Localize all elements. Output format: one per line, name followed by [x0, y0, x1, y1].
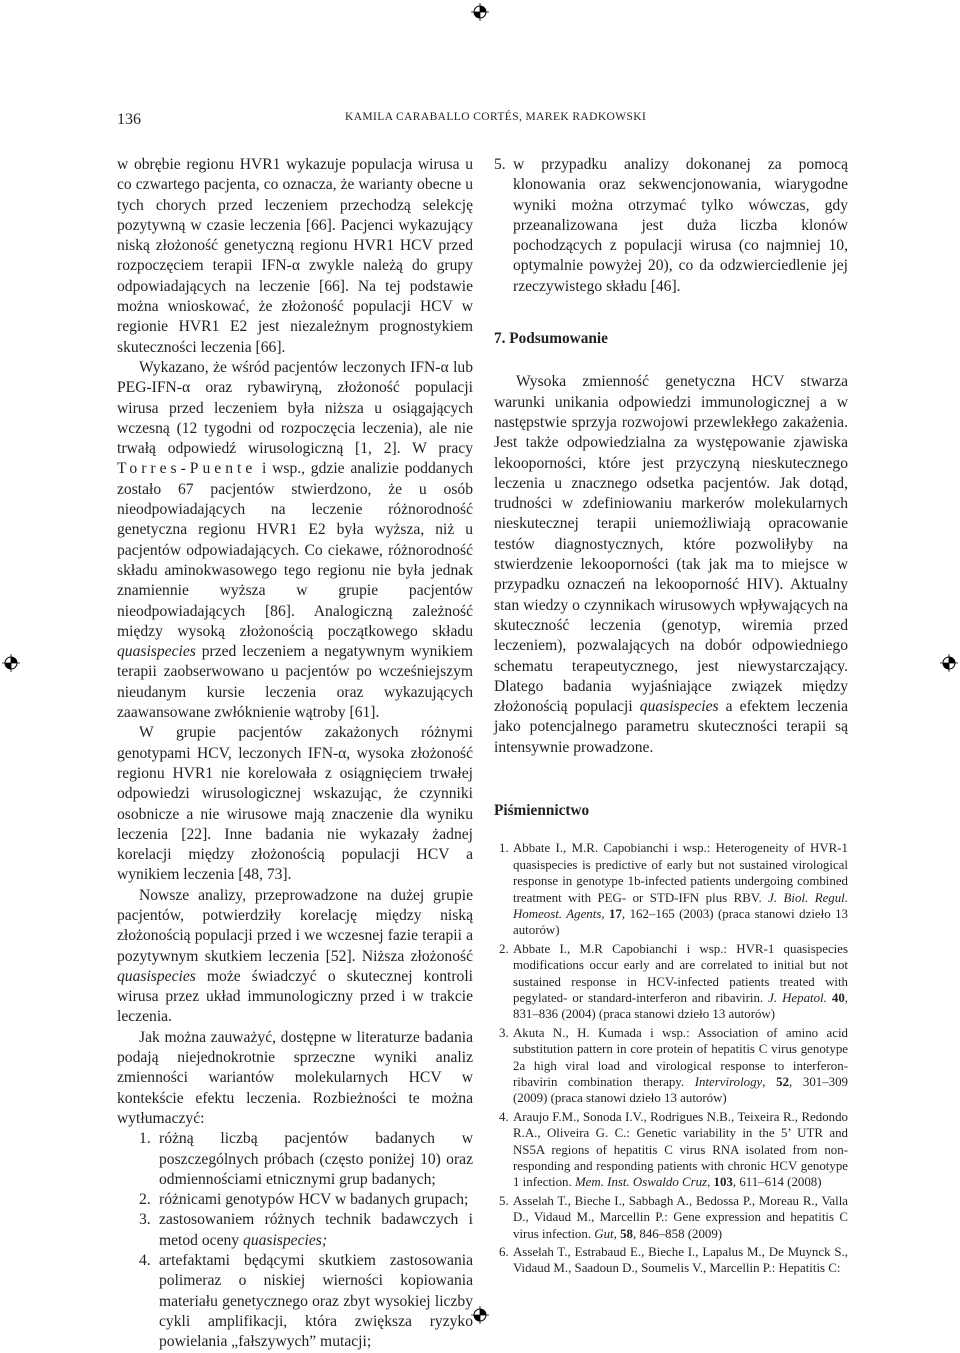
- reference-separator: ,: [707, 1175, 714, 1190]
- reference-separator: ,: [613, 1226, 621, 1241]
- section-heading: 7. Podsumowanie: [494, 330, 608, 348]
- left-column: [117, 155, 473, 1353]
- volume-number: 58: [620, 1226, 633, 1241]
- numbered-list: [117, 1129, 473, 1352]
- bibliography-heading: Piśmiennictwo: [494, 802, 590, 820]
- reference-text: Asselah T., Estrabaud E., Bieche I., Lapalus M., De Muynck S., Vidaud M., Saadoun D., Soumelis V., Marcellin P.: Hepatitis C:: [513, 1245, 848, 1276]
- reference-number: 5.: [499, 1193, 509, 1208]
- text-run: Wykazano, że wśród pacjentów leczonych IFN-α lub PEG-IFN-α oraz rybawiryną, złożoność populacji wirusa przed leczeniem była niższa u osiągających wczesną (12 tygodni od rozpoczęcia leczenia), ale nie trwałą odpowiedź wirusologiczną [1, 2]. W pracy: [117, 358, 473, 458]
- paragraph: [117, 886, 473, 1028]
- reference-item: [494, 941, 848, 1023]
- reference-text: , 611–614 (2008): [732, 1175, 822, 1190]
- text-run: może świadczyć o skutecznej kontroli wirusa przez układ immunologiczny przed i w trakcie leczenia.: [117, 967, 473, 1026]
- reference-text: , 301–309 (2009) (praca stanowi dzieło 13 autorów): [513, 1075, 848, 1106]
- reference-separator: ,: [762, 1075, 777, 1089]
- paragraph: [494, 372, 848, 758]
- list-item: [117, 1251, 473, 1352]
- paragraph: [117, 358, 473, 723]
- paragraph: Jak można zauważyć, dostępne w literaturze badania podają niejednokrotnie sprzeczne wyniki analiz zmienności wariantów molekularnych HCV w kontekście efektu leczenia. Rozbieżności te można wytłumaczyć:: [117, 1028, 473, 1127]
- text-run: a efektem leczenia jako potencjalnego parametru skuteczności terapii są intensywnie prowadzone.: [494, 698, 848, 756]
- journal-title: J. Biol. Regul. Homeost. Agents: [513, 890, 848, 921]
- list-text: zastosowaniem różnych technik badawczych i metod oceny: [159, 1211, 473, 1249]
- reference-text: Akuta N., H. Kumada i wsp.: Association of amino acid substitution pattern in core protein of hepatitis C virus genotype 2a high viral load and virological response to interferon-ribavirin combination therapy.: [513, 1025, 848, 1089]
- list-item: [117, 1190, 473, 1210]
- reference-number: 3.: [499, 1025, 509, 1040]
- volume-number: 103: [713, 1175, 733, 1190]
- running-head: KAMILA CARABALLO CORTÉS, MAREK RADKOWSKI: [345, 111, 647, 123]
- journal-title: J. Hepatol.: [768, 990, 827, 1005]
- reference-list: [494, 840, 848, 1277]
- journal-title: Intervirology: [694, 1075, 763, 1089]
- reference-number: 6.: [499, 1245, 509, 1260]
- list-item: [117, 1129, 473, 1190]
- list-number: 5.: [494, 156, 506, 173]
- paragraph: w obrębie regionu HVR1 wykazuje populacja wirusa u co czwartego pacjenta, co oznacza, że warianty obecne u tych chorych przed leczeniem przechodzą selekcję pozytywną w czasie leczenia [66]. Pacjenci wykazujący niską złożoność genetyczną regionu HVR1 HCV przed rozpoczęciem terapii IFN-α zwykle należą do grupy odpowiadających na leczenie [66]. Na tej podstawie można wnioskować, że złożoność populacji HCV w regionie HVR1 E2 jest niezależnym prognostykiem skuteczności leczenia [66].: [117, 156, 473, 356]
- reference-text: Abbate I., M.R Capobianchi i wsp.: HVR-1 quasispecies modifications occur early and are correlated to initial but not sustained response in HCV-infected patients treated with pegylated- or standard-interferon and ribavirin.: [513, 941, 848, 1005]
- reference-number: 4.: [499, 1109, 509, 1124]
- reference-text: Abbate I., M.R. Capobianchi i wsp.: Heterogeneity of HVR-1 quasispecies is predictive of early but not sustained virological response in genotype 1b-infected patients undergoing combined treatment with PEG- or STD-IFN plus RBV.: [513, 841, 848, 905]
- author-name: Torres-Puente: [117, 460, 257, 478]
- reference-text: Asselah T., Bieche I., Sabbagh A., Bedossa P., Moreau R., Valla D., Vidaud M., Marcellin P.: Gene expression and hepatitis C virus infection.: [513, 1193, 848, 1241]
- right-column: [494, 155, 848, 1279]
- page-number: 136: [117, 111, 141, 128]
- list-text: różnicami genotypów HCV w badanych grupach;: [159, 1191, 469, 1209]
- list-number: 3.: [139, 1211, 151, 1229]
- reference-number: 1.: [499, 841, 509, 856]
- reference-item: [494, 1109, 848, 1191]
- text-run: Nowsze analizy, przeprowadzone na dużej grupie pacjentów, potwierdziły korelację między niską złożonością populacji przed i we wczesnej fazie terapii a pozytywnym skutkiem leczenia [52]. Niższa złożoność: [117, 886, 473, 965]
- list-text: różną liczbą pacjentów badanych w poszczególnych próbach (często poniżej 10) oraz odmiennościami etnicznymi grup badanych;: [159, 1130, 473, 1188]
- text-run: przed leczeniem a negatywnym wynikiem terapii zaobserwowano u pacjentów po wcześniejszym nieudanym kursie leczenia oraz wykazujących zaawansowane zwłóknienie wątroby [61].: [117, 643, 473, 722]
- registration-mark-icon: [471, 1306, 489, 1324]
- list-item: [117, 1210, 473, 1251]
- journal-title: Gut: [594, 1226, 614, 1241]
- reference-text: , 162–165 (2003) (praca stanowi dzieło 13 autorów): [513, 906, 848, 938]
- reference-text: Araujo F.M., Sonoda I.V., Rodrigues N.B., Teixeira R., Redondo R.A., Oliveira G. C.: Genetic variability in the 5’ UTR and NS5A regions of hepatitis C virus RNA isolated from non-responding and responding patients with chronic HCV genotype 1 infection.: [513, 1109, 848, 1190]
- text-run: Wysoka zmienność genetyczna HCV stwarza warunki unikania odpowiedzi immunologicznej a w następstwie sprzyja rozwojowi przewlekłego zakażenia. Jest także odpowiedzialna za występowanie zjawiska lekooporności, które jest przyczyną nieskutecznego leczenia u znacznego odsetka pacjentów. Jak dotąd, trudności w zdefiniowaniu markerów molekularnych nieskutecznej terapii uniemożliwiają opracowanie testów diagnostycznych, które pozwoliłyby na stwierdzenie lekooporności (tak jak ma to miejsce w przypadku oznaczeń na lekooporność HIV). Aktualny stan wiedzy o czynnikach wirusowych wpływających na skuteczność leczenia (genotyp, wiremia przed leczeniem), pozwalających na dobór odpowiedniego schematu terapeutycznego, jest niewystarczający. Dlatego badania wyjaśniające związek między złożonością populacji: [494, 373, 848, 716]
- reference-item: [494, 1193, 848, 1242]
- list-number: 1.: [139, 1130, 151, 1148]
- paragraph: W grupie pacjentów zakażonych różnymi genotypami HCV, leczonych IFN-α, wysoka złożoność regionu HVR1 nie korelowała z osiągnięciem trwałej odpowiedzi wirusologicznej wskazując, że czynniki osobnicze a nie wirusowe mają znaczenie dla wyniku leczenia [22]. Inne badania nie wykazały żadnej korelacji między złożonością populacji HCV a wynikiem leczenia [48, 73].: [117, 724, 473, 884]
- reference-text: , 831–836 (2004) (praca stanowi dzieło 13 autorów): [513, 990, 848, 1022]
- registration-mark-icon: [940, 654, 958, 672]
- list-text: w przypadku analizy dokonanej za pomocą klonowania oraz sekwencjonowania, wiarygodne wyniki można otrzymać tylko wówczas, gdy przeanalizowana jest duża liczba klonów pochodzących z populacji wirusa (co najmniej 10, optymalnie powyżej 20), co da odzwierciedlenie jej rzeczywistego składu [46].: [513, 156, 848, 295]
- reference-separator: ,: [601, 906, 610, 921]
- list-item: [494, 155, 848, 297]
- reference-item: [494, 1025, 848, 1107]
- reference-text: , 846–858 (2009): [632, 1226, 723, 1241]
- list-number: 4.: [139, 1252, 151, 1270]
- reference-item: [494, 840, 848, 938]
- italic-term: quasispecies: [117, 643, 196, 661]
- registration-mark-icon: [471, 3, 489, 21]
- list-number: 2.: [139, 1191, 151, 1209]
- reference-item: [494, 1244, 848, 1277]
- italic-term: quasispecies;: [243, 1231, 328, 1249]
- volume-number: 17: [609, 906, 622, 921]
- italic-term: quasispecies: [639, 698, 719, 716]
- reference-number: 2.: [499, 941, 509, 956]
- italic-term: quasispecies: [117, 967, 196, 985]
- registration-mark-icon: [2, 654, 20, 672]
- list-text: artefaktami będącymi skutkiem zastosowania polimeraz o niskiej wierności kopiowania materiału genetycznego oraz zbyt wysokiej liczby cykli amplifikacji, która zwiększa ryzyko powielania „fałszywych” mutacji;: [159, 1252, 473, 1351]
- journal-title: Mem. Inst. Oswaldo Cruz: [574, 1175, 708, 1190]
- text-run: i wsp., gdzie analizie poddanych zostało 67 pacjentów stwierdzono, że u osób nieodpowiadających na leczenie różnorodność genetyczna regionu HVR1 E2 była wyższa, niż u pacjentów odpowiadających. Co ciekawe, różnorodność składu aminokwasowego tego regionu nie była jednak znamiennie wyższa w grupie pacjentów nieodpowiadających [86]. Analogiczną zależność między wysoką złożonością początkowego składu: [117, 460, 473, 640]
- volume-number: 40: [831, 990, 845, 1005]
- volume-number: 52: [776, 1075, 790, 1089]
